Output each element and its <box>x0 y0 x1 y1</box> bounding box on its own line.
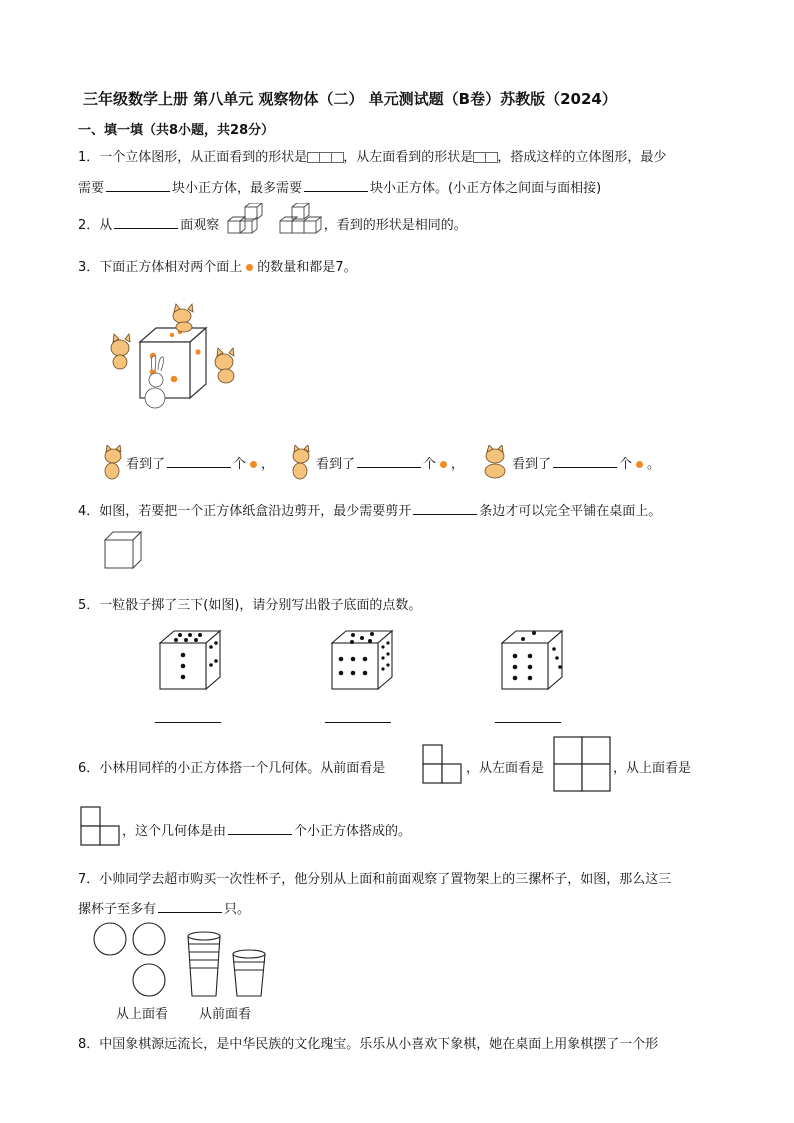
question-4 <box>78 500 661 519</box>
q8-number: 8． <box>78 1037 100 1052</box>
q7-text-c: 只。 <box>224 902 251 917</box>
q3-unit-2: 个 <box>423 457 437 472</box>
q3-sep-2: ， <box>451 457 465 472</box>
q1-text-f: 块小正方体。(小正方体之间面与面相接) <box>370 181 602 196</box>
q3-answers-row <box>100 445 700 485</box>
question-7-line-2 <box>78 898 250 917</box>
q6-text-a: 小林用同样的小正方体搭一个几何体。从前面看是 <box>99 761 386 776</box>
q1-text-d: 需要 <box>78 181 105 196</box>
q3-saw-3: 看到了 <box>512 457 552 472</box>
fox-small-icon <box>480 445 510 481</box>
q1-answer-max[interactable] <box>304 179 368 192</box>
cat-small-icon <box>100 445 126 481</box>
die-3-icon <box>502 631 562 689</box>
q6-text-c: ，从上面看是 <box>613 761 692 776</box>
front-view-three-squares-icon <box>307 150 343 165</box>
front-view-icon <box>422 744 464 784</box>
orange-dot-icon <box>246 264 253 271</box>
fox-top-icon <box>173 304 193 332</box>
left-view-icon <box>553 736 611 792</box>
q3-number: 3． <box>78 260 100 275</box>
q1-text-a: 一个立体图形，从正面看到的形状是 <box>99 150 308 165</box>
q5-text: 一粒骰子掷了三下(如图)，请分别写出骰子底面的点数。 <box>99 598 422 613</box>
q3-answer-fox[interactable] <box>553 455 617 468</box>
cups-figure <box>92 920 282 1000</box>
q3-unit-1: 个 <box>233 457 247 472</box>
question-8 <box>78 1033 658 1052</box>
q1-answer-min[interactable] <box>106 179 170 192</box>
question-3 <box>78 256 357 275</box>
q4-answer[interactable] <box>413 502 477 515</box>
cube-stack-2-icon <box>280 203 321 233</box>
q7-number: 7． <box>78 872 100 887</box>
die-1-icon <box>160 631 220 689</box>
q1-text-e: 块小正方体，最多需要 <box>172 181 303 196</box>
q1-text-b: ，从左面看到的形状是 <box>343 150 474 165</box>
q7-text-a: 小帅同学去超市购买一次性杯子，他分别从上面和前面观察了置物架上的三摞杯子，如图，那么这三 <box>99 872 672 887</box>
q4-tail: 条边才可以完全平铺在桌面上。 <box>479 504 662 519</box>
q7-text-b: 摞杯子至多有 <box>78 902 157 917</box>
q6-text-d: ，这个几何体是由 <box>122 824 227 839</box>
question-6-line-2 <box>122 820 411 839</box>
q3-saw-2: 看到了 <box>316 457 356 472</box>
question-1-line-1 <box>78 146 666 165</box>
dice-cube-icon <box>140 328 206 398</box>
dice-with-animals-figure <box>100 300 250 418</box>
q2-text-c: ，看到的形状是相同的。 <box>323 218 467 233</box>
q6-text-e: 个小正方体搭成的。 <box>294 824 412 839</box>
q1-text-c: ，搭成这样的立体图形，最少 <box>497 150 667 165</box>
q7-answer[interactable] <box>158 900 222 913</box>
q2-text-a: 从 <box>99 218 113 233</box>
q4-number: 4． <box>78 504 100 519</box>
question-7-line-1 <box>78 868 671 887</box>
q3-unit-3: 个 <box>619 457 633 472</box>
question-5 <box>78 594 421 613</box>
cube-stack-1-icon <box>228 203 262 233</box>
q3-answer-cat2[interactable] <box>357 455 421 468</box>
cups-front-view-icon <box>188 932 265 996</box>
q6-answer[interactable] <box>228 822 292 835</box>
q5-answer-2[interactable] <box>325 721 391 723</box>
top-view-label: 从上面看 <box>116 1007 169 1022</box>
q5-answer-3[interactable] <box>495 721 561 723</box>
open-cube-icon <box>103 530 143 570</box>
q3-text-a: 下面正方体相对两个面上 <box>99 260 243 275</box>
q2-number: 2． <box>78 218 100 233</box>
section-heading: 一、填一填（共8小题，共28分） <box>78 123 275 138</box>
question-6-line-1 <box>78 757 385 776</box>
q1-number: 1． <box>78 150 100 165</box>
q2-answer[interactable] <box>114 216 178 229</box>
q5-number: 5． <box>78 598 100 613</box>
orange-dot-icon <box>440 461 447 468</box>
q6-text-b: ，从左面看是 <box>466 761 545 776</box>
front-view-label: 从前面看 <box>199 1007 252 1022</box>
orange-dot-icon <box>250 461 257 468</box>
q5-answer-1[interactable] <box>155 721 221 723</box>
q2-text-b: 面观察 <box>180 218 220 233</box>
question-1-line-2 <box>78 177 601 196</box>
cups-top-view-icon <box>94 923 165 996</box>
orange-dot-icon <box>636 461 643 468</box>
top-view-icon <box>80 806 120 846</box>
cat-right-icon <box>215 348 234 383</box>
left-view-two-squares-icon <box>473 150 497 165</box>
q3-sep-1: ， <box>261 457 275 472</box>
cube-stacks-figure <box>226 203 330 239</box>
q3-end: 。 <box>647 457 661 472</box>
q3-saw-1: 看到了 <box>126 457 166 472</box>
q8-text: 中国象棋源远流长，是中华民族的文化瑰宝。乐乐从小喜欢下象棋，她在桌面上用象棋摆了一个形 <box>99 1037 659 1052</box>
q3-answer-cat[interactable] <box>167 455 231 468</box>
page-title: 三年级数学上册 第八单元 观察物体（二） 单元测试题（B卷）苏教版（2024） <box>83 90 617 108</box>
cat-small-2-icon <box>288 445 314 481</box>
q4-text: 如图，若要把一个正方体纸盒沿边剪开，最少需要剪开 <box>99 504 412 519</box>
q3-text-b: 的数量和都是7。 <box>257 260 357 275</box>
q6-number: 6． <box>78 761 100 776</box>
cat-left-icon <box>111 334 130 369</box>
three-dice-figure <box>150 625 580 695</box>
